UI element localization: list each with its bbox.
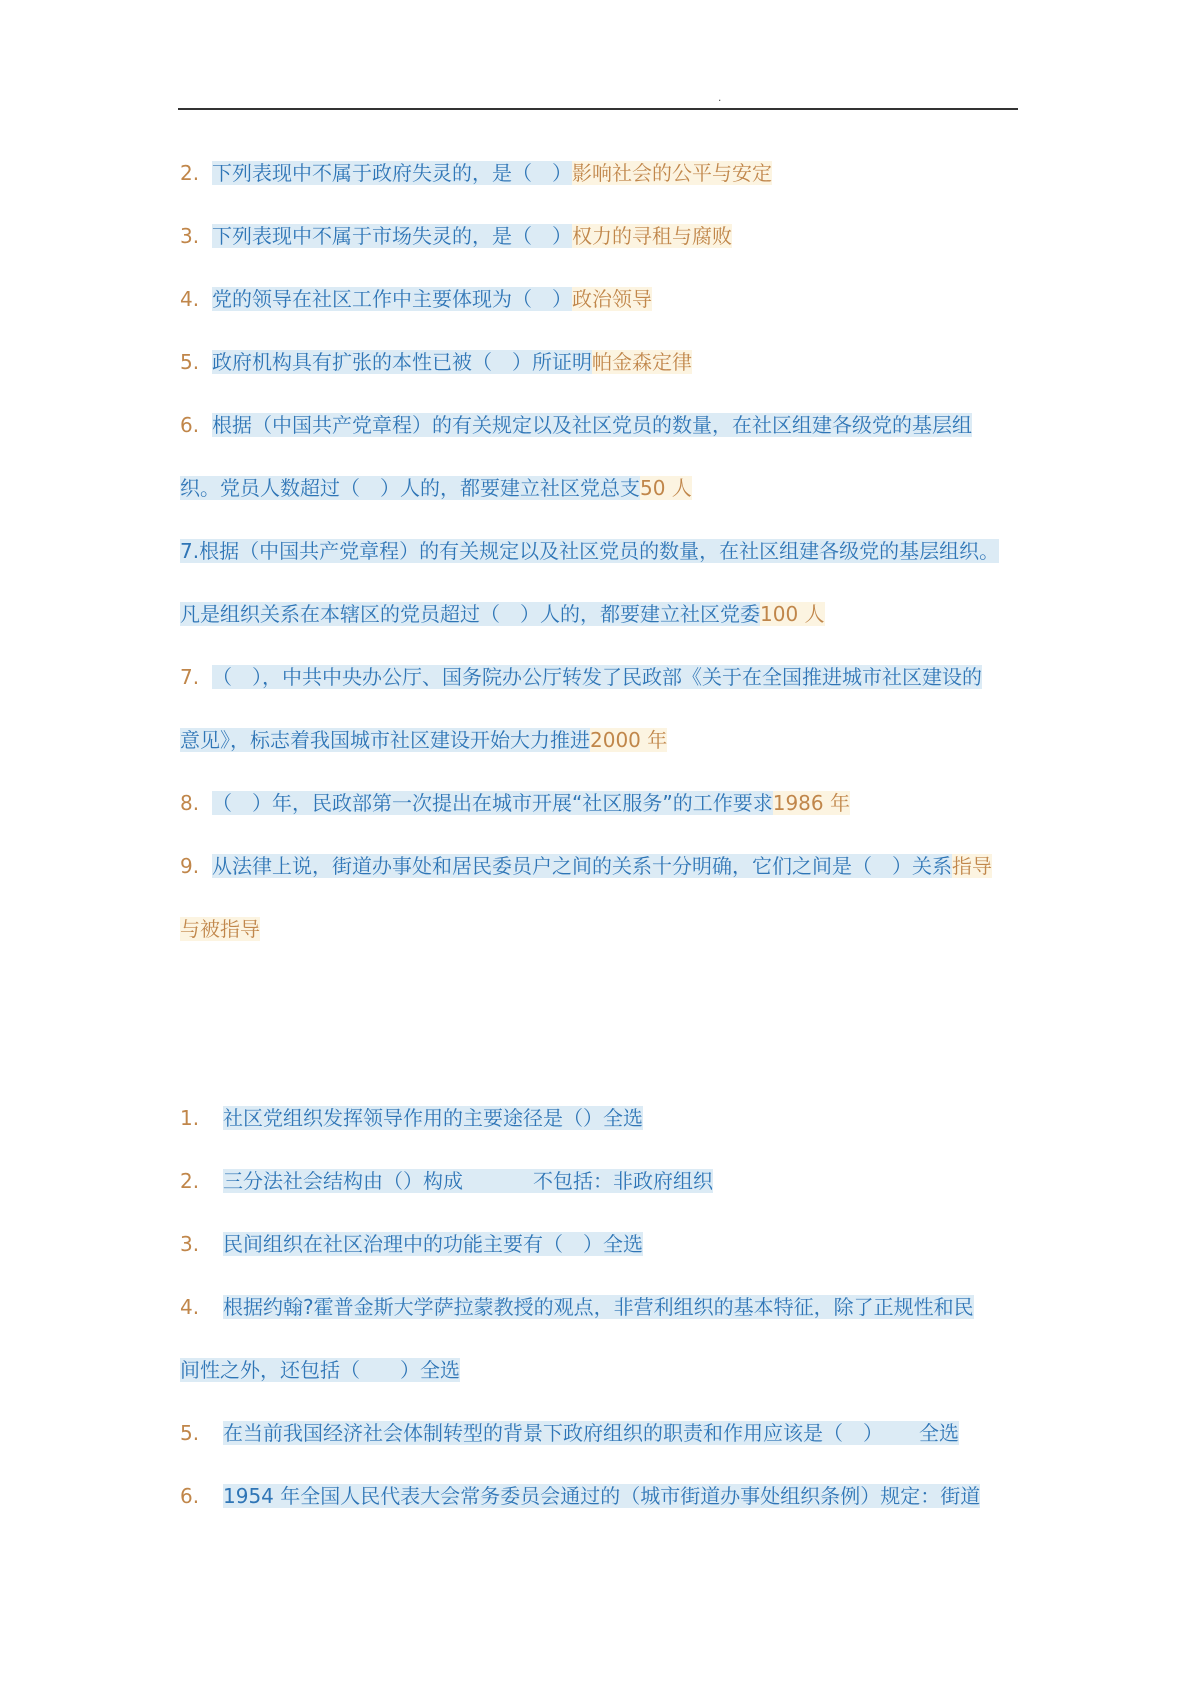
- question-text: [223, 1421, 959, 1445]
- question-text-part: 全选: [919, 1421, 959, 1445]
- question-text: （ ），中共中央办公厅、国务院办公厅转发了民政部《关于在全国推进城市社区建设的: [212, 665, 982, 689]
- question-line: [180, 1163, 713, 1199]
- question-text: （ ）年，民政部第一次提出在城市开展“社区服务”的工作要求: [212, 791, 773, 815]
- question-text: 1954 年全国人民代表大会常务委员会通过的（城市街道办事处组织条例）规定：街道: [223, 1484, 981, 1508]
- answer-text: 帕金森定律: [592, 350, 692, 374]
- answer-text: 权力的寻租与腐败: [572, 224, 732, 248]
- question-line: [180, 1226, 643, 1262]
- question-line: [180, 218, 732, 254]
- question-line: [180, 1478, 980, 1514]
- question-line: [180, 533, 999, 569]
- question-number: 1.: [180, 1106, 200, 1130]
- question-number: 8.: [180, 791, 200, 815]
- answer-text: 影响社会的公平与安定: [572, 161, 772, 185]
- question-text-part: 在当前我国经济社会体制转型的背景下政府组织的职责和作用应该是（ ）: [223, 1421, 883, 1445]
- question-line: [180, 407, 972, 443]
- answer-text: 2000 年: [590, 728, 668, 752]
- answer-text: 50 人: [640, 476, 692, 500]
- question-number: 4.: [180, 1295, 200, 1319]
- question-line: [180, 596, 825, 632]
- question-text: 民间组织在社区治理中的功能主要有（ ）全选: [223, 1232, 643, 1256]
- question-line: [180, 1415, 959, 1451]
- question-number: 9.: [180, 854, 200, 878]
- question-line: [180, 785, 850, 821]
- question-text: 根据约翰?霍普金斯大学萨拉蒙教授的观点，非营利组织的基本特征，除了正规性和民: [223, 1295, 974, 1319]
- question-text: 织。党员人数超过（ ）人的，都要建立社区党总支: [180, 476, 640, 500]
- question-text: 意见》，标志着我国城市社区建设开始大力推进: [180, 728, 590, 752]
- question-text: 间性之外，还包括（ ）全选: [180, 1358, 460, 1382]
- question-text: 社区党组织发挥领导作用的主要途径是（）全选: [223, 1106, 643, 1130]
- question-number: 2.: [180, 1169, 200, 1193]
- question-text: 凡是组织关系在本辖区的党员超过（ ）人的，都要建立社区党委: [180, 602, 760, 626]
- question-number: 2.: [180, 161, 200, 185]
- question-number: 6.: [180, 1484, 200, 1508]
- question-line: [180, 1100, 643, 1136]
- question-line: [180, 155, 772, 191]
- question-line: [180, 911, 260, 947]
- question-text: 下列表现中不属于市场失灵的，是（ ）: [212, 224, 572, 248]
- question-text-part: 不包括：非政府组织: [533, 1169, 713, 1193]
- question-number: 5.: [180, 350, 200, 374]
- question-line: [180, 848, 992, 884]
- question-line: [180, 722, 667, 758]
- question-line: [180, 1289, 974, 1325]
- answer-text: 政治领导: [572, 287, 652, 311]
- answer-text: 指导: [952, 854, 992, 878]
- question-text: 政府机构具有扩张的本性已被（ ）所证明: [212, 350, 592, 374]
- question-number: 3.: [180, 1232, 200, 1256]
- answer-text: 1986 年: [772, 791, 850, 815]
- question-text: 从法律上说，街道办事处和居民委员户之间的关系十分明确，它们之间是（ ）关系: [212, 854, 952, 878]
- header-rule: [178, 108, 1018, 110]
- header-mark: .: [718, 90, 722, 104]
- question-number: 7.: [180, 665, 200, 689]
- question-text: 7.根据（中国共产党章程）的有关规定以及社区党员的数量，在社区组建各级党的基层组织。: [180, 539, 1000, 563]
- question-number: 5.: [180, 1421, 200, 1445]
- question-text: 根据（中国共产党章程）的有关规定以及社区党员的数量，在社区组建各级党的基层组: [212, 413, 972, 437]
- question-line: [180, 659, 982, 695]
- question-text: 党的领导在社区工作中主要体现为（ ）: [212, 287, 572, 311]
- question-text: 下列表现中不属于政府失灵的，是（ ）: [212, 161, 572, 185]
- question-number: 6.: [180, 413, 200, 437]
- question-line: [180, 344, 692, 380]
- answer-text: 与被指导: [180, 917, 260, 941]
- question-line: [180, 281, 652, 317]
- question-line: [180, 470, 692, 506]
- question-number: 3.: [180, 224, 200, 248]
- question-line: [180, 1352, 460, 1388]
- answer-text: 100 人: [760, 602, 825, 626]
- question-number: 4.: [180, 287, 200, 311]
- question-text: [223, 1169, 713, 1193]
- question-text-part: 三分法社会结构由（）构成: [223, 1169, 463, 1193]
